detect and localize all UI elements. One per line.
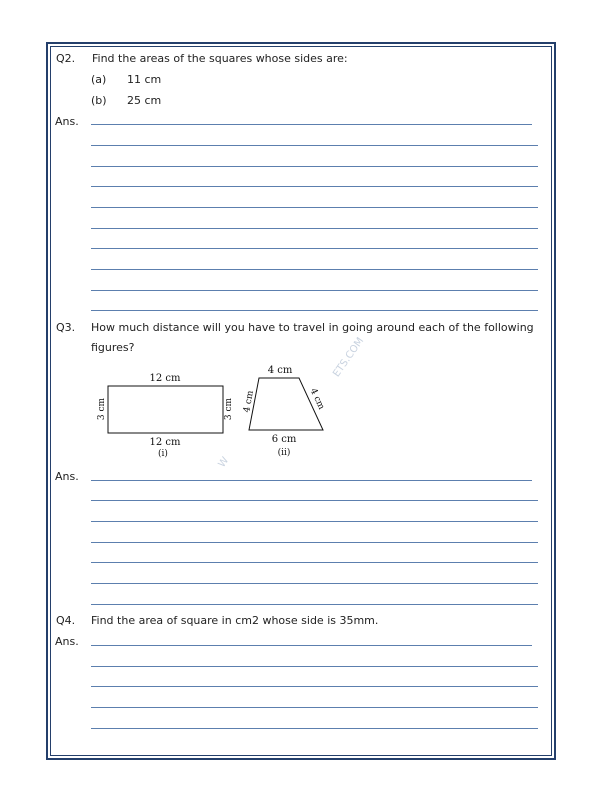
trapezium-top-label: 4 cm (267, 365, 293, 376)
watermark-left: W (216, 455, 232, 470)
watermark-right: ETS.COM (331, 335, 367, 380)
q4-question: Find the area of square in cm2 whose side is 35mm. (91, 614, 379, 627)
rectangle-left-label: 3 cm (97, 397, 107, 421)
q3-question-line2: figures? (91, 341, 135, 354)
rectangle-right-label: 3 cm (224, 397, 234, 421)
q2-option-a-value: 11 cm (127, 73, 162, 86)
trapezium-bottom-label: 6 cm (271, 434, 297, 445)
q2-ans-label: Ans. (55, 115, 79, 128)
trapezium-caption: (ii) (277, 448, 291, 458)
q2-option-b-label: (b) (91, 94, 107, 107)
trapezium-left-label: 4 cm (242, 389, 256, 414)
q4-ans-label: Ans. (55, 635, 79, 648)
q3-question-line1: How much distance will you have to travel in going around each of the following (91, 321, 534, 334)
q2-option-b-value: 25 cm (127, 94, 162, 107)
q2-option-a-label: (a) (91, 73, 107, 86)
rectangle-shape (108, 386, 223, 433)
rectangle-top-label: 12 cm (149, 373, 181, 384)
figure-rectangle (90, 364, 240, 464)
q4-number: Q4. (56, 614, 76, 627)
rectangle-bottom-label: 12 cm (149, 437, 181, 448)
figure-trapezium (238, 360, 338, 460)
rectangle-caption: (i) (158, 449, 168, 459)
q3-ans-label: Ans. (55, 470, 79, 483)
trapezium-shape (249, 378, 323, 430)
q3-number: Q3. (56, 321, 76, 334)
q2-number: Q2. (56, 52, 76, 65)
q2-question: Find the areas of the squares whose sides are: (92, 52, 348, 65)
trapezium-right-label: 4 cm (307, 386, 327, 412)
